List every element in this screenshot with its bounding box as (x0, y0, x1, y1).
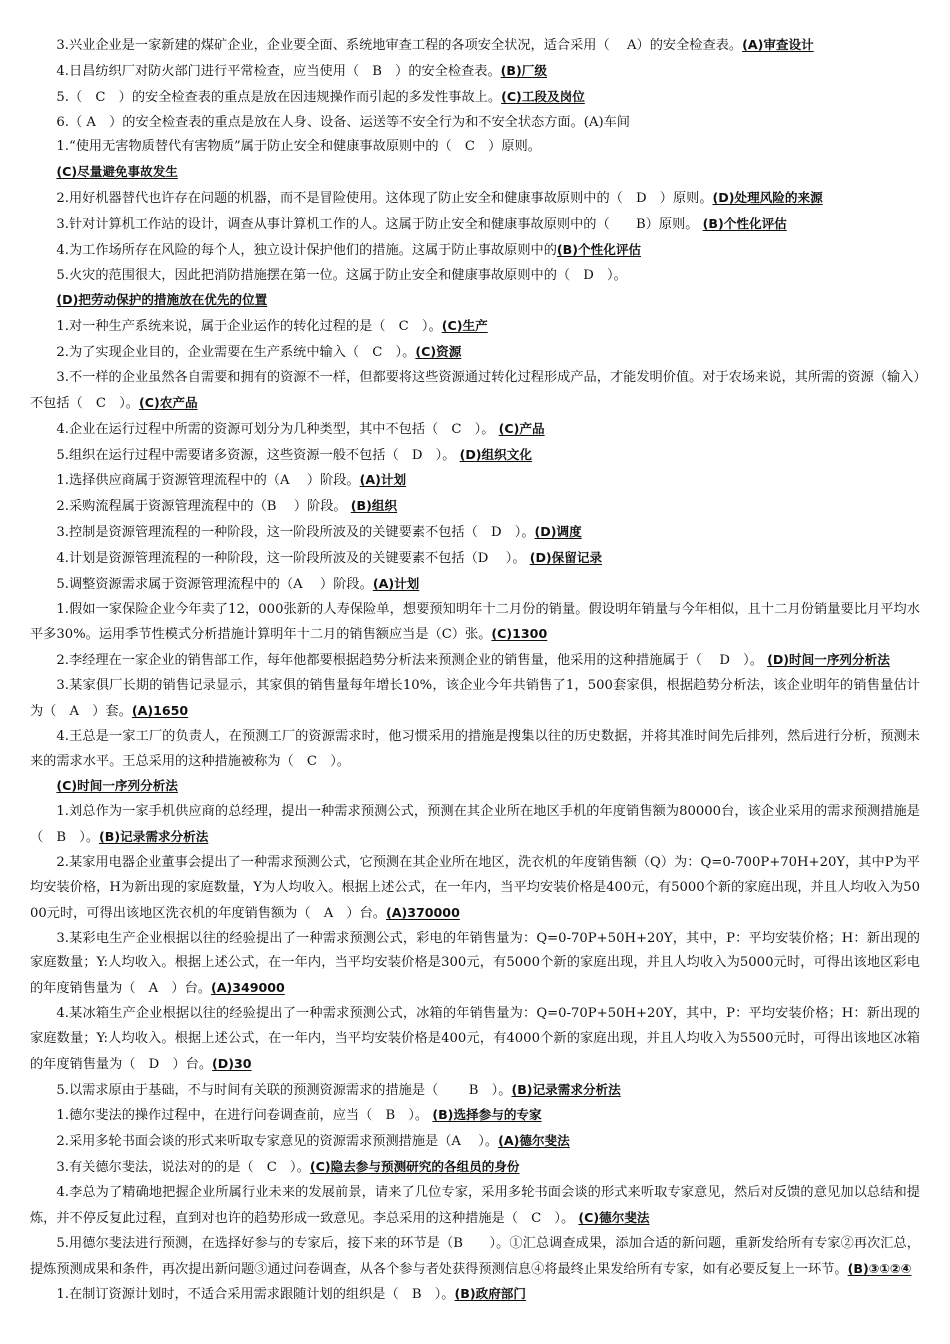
question-text: 5.火灾的范围很大，因此把消防措施摆在第一位。这属于防止安全和健康事故原则中的（ D ）。 (56, 267, 627, 283)
question-paragraph (30, 520, 920, 546)
question-paragraph (30, 33, 920, 59)
question-text: 5.组织在运行过程中需要诸多资源，这些资源一般不包括（ D ）。 (56, 447, 460, 463)
question-text: 1.选择供应商属于资源管理流程中的（A ）阶段。 (56, 473, 360, 489)
answer-text: (B)组织 (350, 498, 398, 514)
answer-text: (A)370000 (386, 904, 460, 920)
question-text: 1.在制订资源计划时，不适合采用需求跟随计划的组织是（ B ）。 (56, 1287, 455, 1303)
answer-text: (D)调度 (534, 524, 582, 540)
answer-text: (B)记录需求分析法 (511, 1081, 621, 1097)
question-paragraph (30, 648, 920, 674)
answer-text: (A)计划 (372, 575, 420, 591)
question-paragraph (30, 417, 920, 443)
answer-text: (D)处理风险的来源 (712, 190, 823, 206)
question-text: 5.用德尔斐法进行预测，在选择好参与的专家后，接下来的环节是（B ）。①汇总调查成果，添加合适的新问题，重新发给所有专家②再次汇总，提炼预测成果和条件，再次提出新问题③通过问卷调查，从各个参与者处获得预测信息④将最终止果发给所有专家，如有必要反复上一环节。 (30, 1235, 920, 1277)
answer-text: (B)个性化评估 (556, 241, 642, 257)
question-paragraph (30, 238, 920, 264)
answer-text: (B)个性化评估 (702, 215, 787, 231)
question-text: 3.不一样的企业虽然各自需要和拥有的资源不一样，但都要将这些资源通过转化过程形成产品，才能发明价值。对于农场来说，其所需的资源（输入）不包括（ C ）。 (30, 369, 920, 411)
question-paragraph (30, 59, 920, 85)
answer-text: (D)30 (212, 1055, 252, 1071)
question-text: 3.某彩电生产企业根据以往的经验提出了一种需求预测公式，彩电的年销售量为：Q=0-70P+50H+20Y，其中，P：平均安装价格；H：新出现的家庭数量；Y:人均收入。根据上述公式，在一年内，当平均安装价格是300元，有5000个新的家庭出现，并且人均收入为5000元时，可得出该地区彩电的年度销售量为（ A ）台。 (30, 930, 920, 997)
answer-text: (A)德尔斐法 (498, 1133, 570, 1149)
answer-text: (B)记录需求分析法 (99, 829, 209, 845)
question-paragraph (30, 160, 920, 186)
question-text: 1.刘总作为一家手机供应商的总经理，提出一种需求预测公式，预测在其企业所在地区手机的年度销售额为80000台，该企业采用的需求预测措施是（ B ）。 (30, 804, 920, 846)
question-text: 4.企业在运行过程中所需的资源可划分为几种类型，其中不包括（ C ）。 (56, 421, 499, 437)
question-text: 3.控制是资源管理流程的一种阶段，这一阶段所波及的关键要素不包括（ D ）。 (56, 525, 535, 541)
question-paragraph (30, 288, 920, 314)
question-paragraph (30, 927, 920, 1003)
question-text: 6.（ A ）的安全检查表的重点是放在人身、设备、运送等不安全行为和不安全状态方面。(A)车间 (56, 114, 630, 130)
answer-text: (D)组织文化 (459, 446, 532, 462)
question-paragraph (30, 85, 920, 111)
question-text: 3.兴业企业是一家新建的煤矿企业，企业要全面、系统地审查工程的各项安全状况，适合采用（ A）的安全检查表。 (56, 38, 743, 53)
question-paragraph (30, 1155, 920, 1181)
question-text: 5.以需求原由于基础，不与时间有关联的预测资源需求的措施是（ B ）。 (56, 1082, 512, 1098)
question-paragraph (30, 674, 920, 725)
answer-text: (C)德尔斐法 (578, 1209, 650, 1225)
answer-text: (C)尽量避免事故发生 (56, 164, 178, 180)
answer-text: (C)隐去参与预测研究的各组员的身份 (309, 1159, 520, 1175)
question-text: 1.对一种生产系统来说，属于企业运作的转化过程的是（ C ）。 (56, 319, 442, 335)
question-text: 4.李总为了精确地把握企业所属行业未来的发展前景，请来了几位专家，采用多轮书面会谈的形式来听取专家意见，然后对反馈的意见加以总结和提炼，并不停反复此过程，直到对也许的趋势形成一致意见。李总采用的这种措施是（ C ）。 (30, 1184, 920, 1226)
question-paragraph (30, 111, 920, 136)
question-paragraph (30, 1002, 920, 1078)
question-paragraph (30, 340, 920, 366)
question-paragraph (30, 366, 920, 417)
answer-text: (A)计划 (359, 472, 407, 488)
question-paragraph (30, 443, 920, 469)
question-text: 4.王总是一家工厂的负责人，在预测工厂的资源需求时，他习惯采用的措施是搜集以往的历史数据，并将其准时间先后排列，然后进行分析，预测未来的需求水平。王总采用的这种措施被称为（ C ）。 (30, 728, 920, 769)
answer-text: (A)349000 (210, 980, 285, 996)
question-text: 2.某家用电器企业董事会提出了一种需求预测公式，它预测在其企业所在地区，洗衣机的年度销售额（Q）为：Q=0-700P+70H+20Y，其中P为平均安装价格，H为新出现的家庭数量，Y为人均收入。根据上述公式，在一年内，当平均安装价格是400元，有5000个新的家庭出现，并且人均收入为5000元时，可得出该地区洗衣机的年度销售额为（ A ）台。 (30, 855, 920, 921)
answer-text: (C)生产 (441, 318, 488, 334)
question-paragraph (30, 774, 920, 800)
answer-text: (B)政府部门 (454, 1286, 526, 1302)
question-paragraph (30, 598, 920, 649)
question-text: 1.“使用无害物质替代有害物质”属于防止安全和健康事故原则中的（ C ）原则。 (56, 139, 541, 155)
question-paragraph (30, 1078, 920, 1104)
answer-text: (C)产品 (498, 420, 545, 436)
question-paragraph (30, 186, 920, 212)
question-text: 3.有关德尔斐法，说法对的的是（ C ）。 (56, 1160, 310, 1176)
question-text: 2.采用多轮书面会谈的形式来听取专家意见的资源需求预测措施是（A ）。 (56, 1134, 499, 1150)
question-text: 2.李经理在一家企业的销售部工作，每年他都要根据趋势分析法来预测企业的销售量，他采用的这种措施属于（ D ）。 (56, 653, 768, 669)
question-text: 2.用好机器替代也许存在问题的机器，而不是冒险使用。这体现了防止安全和健康事故原则中的（ D ）原则。 (56, 191, 713, 207)
question-paragraph (30, 1129, 920, 1155)
question-paragraph (30, 546, 920, 572)
answer-text: (A)审查设计 (742, 37, 814, 52)
question-text: 1.德尔斐法的操作过程中，在进行问卷调查前，应当（ B ）。 (56, 1108, 433, 1124)
question-text: 5.调整资源需求属于资源管理流程中的（A ）阶段。 (56, 576, 373, 592)
question-paragraph (30, 135, 920, 160)
answer-text: (C)工段及岗位 (501, 88, 585, 104)
question-text: 1.假如一家保险企业今年卖了12，000张新的人寿保险单，想要预知明年十二月份的销量。假设明年销量与今年相似，且十二月份销量要比月平均水平多30%。运用季节性模式分析措施计算明年十二月的销售额应当是（C）张。 (30, 601, 920, 643)
question-paragraph (30, 1282, 920, 1308)
answer-text: (D)把劳动保护的措施放在优先的位置 (56, 292, 268, 308)
question-paragraph (30, 468, 920, 494)
question-text: 3.某家俱厂长期的销售记录显示，其家俱的销售量每年增长10%，该企业今年共销售了1，500套家俱，根据趋势分析法，该企业明年的销售量估计为（ A ）套。 (30, 678, 920, 719)
question-text: 5.（ C ）的安全检查表的重点是放在因违规操作而引起的多发性事故上。 (56, 89, 502, 105)
question-text: 2.采购流程属于资源管理流程中的（B ）阶段。 (56, 499, 351, 515)
answer-text: (A)1650 (131, 702, 189, 718)
question-paragraph (30, 725, 920, 775)
answer-text: (C)农产品 (139, 394, 198, 410)
question-paragraph (30, 1181, 920, 1232)
question-paragraph (30, 264, 920, 289)
question-paragraph (30, 800, 920, 851)
question-text: 4.某冰箱生产企业根据以往的经验提出了一种需求预测公式，冰箱的年销售量为：Q=0-70P+50H+20Y，其中，P：平均安装价格；H：新出现的家庭数量；Y:人均收入。根据上述公式，在一年内，当平均安装价格是400元，有4000个新的家庭出现，并且人均收入为5500元时，可得出该地区冰箱的年度销售量为（ D ）台。 (30, 1006, 920, 1072)
answer-text: (D)保留记录 (529, 549, 603, 565)
question-paragraph (30, 1103, 920, 1129)
question-paragraph (30, 212, 920, 238)
question-paragraph (30, 494, 920, 520)
answer-text: (C)1300 (491, 626, 548, 642)
question-paragraph (30, 1232, 920, 1283)
answer-text: (B)厂级 (500, 62, 547, 78)
question-paragraph (30, 572, 920, 598)
answer-text: (C)资源 (415, 344, 462, 360)
question-paragraph (30, 851, 920, 927)
answer-text: (D)时间一序列分析法 (767, 652, 890, 668)
question-text: 4.为工作场所存在风险的每个人，独立设计保护他们的措施。这属于防止事故原则中的 (56, 242, 557, 258)
answer-text: (B)选择参与的专家 (432, 1107, 542, 1123)
answer-text: (B)③①②④ (847, 1260, 912, 1276)
question-text: 2.为了实现企业目的，企业需要在生产系统中输入（ C ）。 (56, 345, 416, 361)
question-paragraph (30, 314, 920, 340)
question-text: 3.针对计算机工作站的设计，调查从事计算机工作的人。这属于防止安全和健康事故原则中的（ B）原则。 (56, 216, 703, 232)
question-text: 4.计划是资源管理流程的一种阶段，这一阶段所波及的关键要素不包括（D ）。 (56, 550, 530, 566)
answer-text: (C)时间一序列分析法 (56, 778, 178, 794)
question-text: 4.日昌纺织厂对防火部门进行平常检查，应当使用（ B ）的安全检查表。 (56, 63, 501, 79)
